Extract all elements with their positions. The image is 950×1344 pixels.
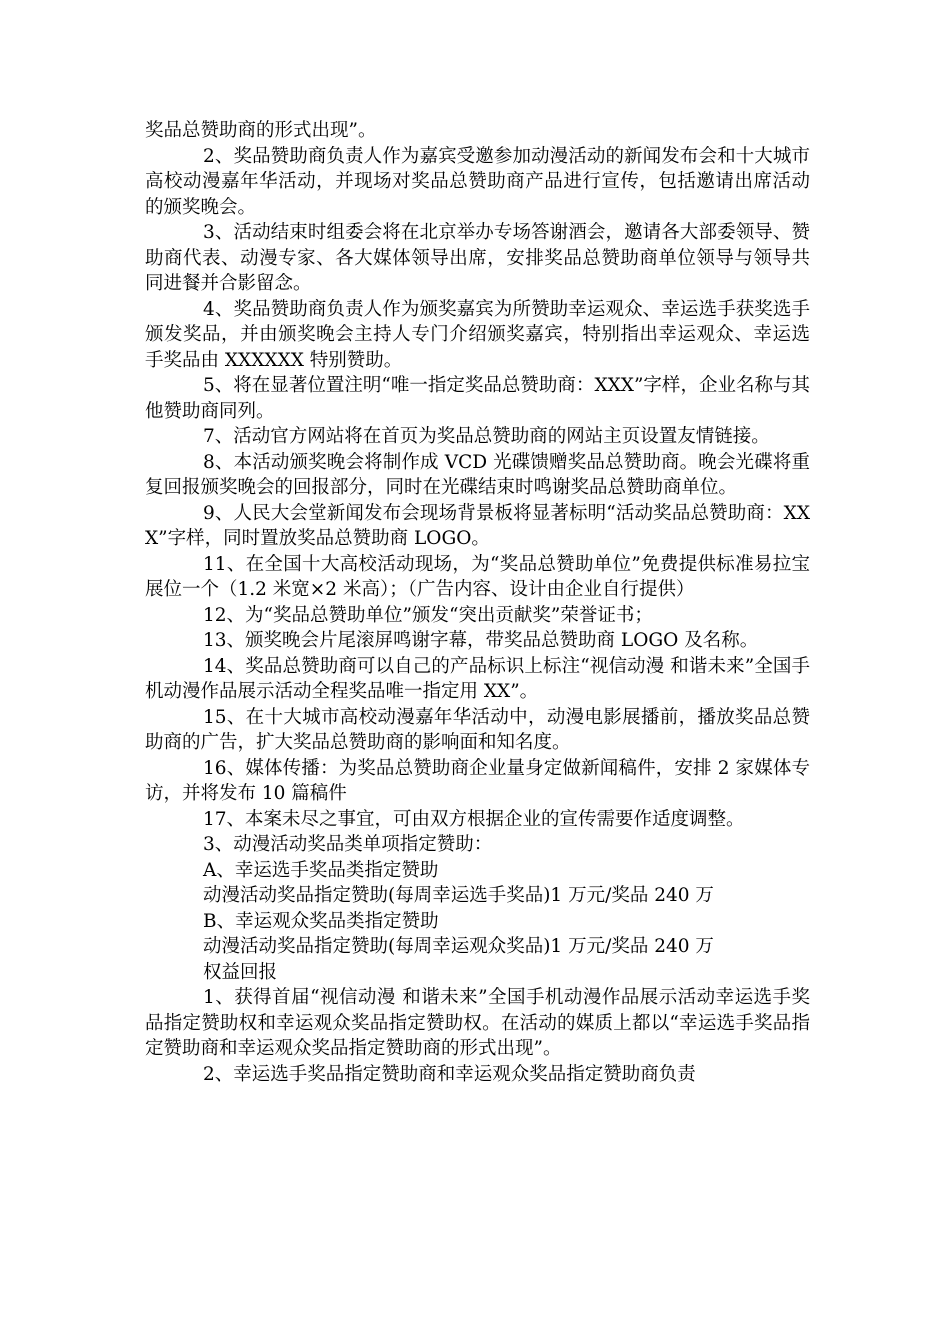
paragraph-21: 1、获得首届“视信动漫 和谐未来”全国手机动漫作品展示活动幸运选手奖品指定赞助权和幸运观众奖品指定赞助权。在活动的媒质上都以“幸运选手奖品指定赞助商和幸运观众奖品指定赞助商的形式出现”。: [145, 987, 810, 1059]
paragraph-10: 13、颁奖晚会片尾滚屏鸣谢字幕，带奖品总赞助商 LOGO 及名称。: [203, 630, 759, 651]
paragraph-14: 17、本案未尽之事宜，可由双方根据企业的宣传需要作适度调整。: [203, 808, 745, 830]
paragraph-2: 3、活动结束时组委会将在北京举办专场答谢酒会，邀请各大部委领导、赞助商代表、动漫专家、各大媒体领导出席，安排奖品总赞助商单位领导与领导共同进餐并合影留念。: [145, 222, 810, 294]
paragraph-6: 8、本活动颁奖晚会将制作成 VCD 光碟馈赠奖品总赞助商。晚会光碟将重复回报颁奖晚会的回报部分，同时在光碟结束时鸣谢奖品总赞助商单位。: [145, 451, 810, 498]
paragraph-4: 5、将在显著位置注明“唯一指定奖品总赞助商：XXX”字样，企业名称与其他赞助商同列。: [145, 375, 810, 422]
paragraph-19: 动漫活动奖品指定赞助(每周幸运观众奖品)1 万元/奖品 240 万: [203, 936, 714, 957]
document-body: [145, 118, 810, 1087]
paragraph-0: 奖品总赞助商的形式出现”。: [145, 120, 377, 141]
paragraph-12: 15、在十大城市高校动漫嘉年华活动中，动漫电影展播前，播放奖品总赞助商的广告，扩大奖品总赞助商的影响面和知名度。: [145, 706, 810, 753]
paragraph-15: 3、动漫活动奖品类单项指定赞助：: [203, 834, 493, 855]
paragraph-8: 11、在全国十大高校活动现场，为“奖品总赞助单位”免费提供标准易拉宝展位一个（1.2 米宽×2 米高）；（广告内容、设计由企业自行提供）: [145, 553, 810, 600]
paragraph-7: 9、人民大会堂新闻发布会现场背景板将显著标明“活动奖品总赞助商：XXX”字样，同时置放奖品总赞助商 LOGO。: [145, 502, 810, 549]
paragraph-1: 2、奖品赞助商负责人作为嘉宾受邀参加动漫活动的新闻发布会和十大城市高校动漫嘉年华活动，并现场对奖品总赞助商产品进行宣传，包括邀请出席活动的颁奖晚会。: [145, 145, 810, 218]
paragraph-18: B、幸运观众奖品类指定赞助: [203, 910, 439, 932]
paragraph-5: 7、活动官方网站将在首页为奖品总赞助商的网站主页设置友情链接。: [203, 426, 770, 447]
paragraph-20: 权益回报: [203, 961, 278, 983]
paragraph-3: 4、奖品赞助商负责人作为颁奖嘉宾为所赞助幸运观众、幸运选手获奖选手颁发奖品，并由颁奖晚会主持人专门介绍颁奖嘉宾，特别指出幸运观众、幸运选手奖品由 XXXXXX 特别赞助。: [145, 298, 810, 371]
paragraph-13: 16、媒体传播：为奖品总赞助商企业量身定做新闻稿件，安排 2 家媒体专访，并将发布 10 篇稿件: [145, 757, 810, 804]
paragraph-22: 2、幸运选手奖品指定赞助商和幸运观众奖品指定赞助商负责: [203, 1063, 696, 1085]
paragraph-17: 动漫活动奖品指定赞助(每周幸运选手奖品)1 万元/奖品 240 万: [203, 885, 714, 906]
paragraph-16: A、幸运选手奖品类指定赞助: [203, 859, 439, 881]
paragraph-9: 12、为“奖品总赞助单位”颁发“突出贡献奖”荣誉证书；: [203, 604, 653, 626]
paragraph-11: 14、奖品总赞助商可以自己的产品标识上标注“视信动漫 和谐未来”全国手机动漫作品展示活动全程奖品唯一指定用 XX”。: [145, 655, 810, 702]
